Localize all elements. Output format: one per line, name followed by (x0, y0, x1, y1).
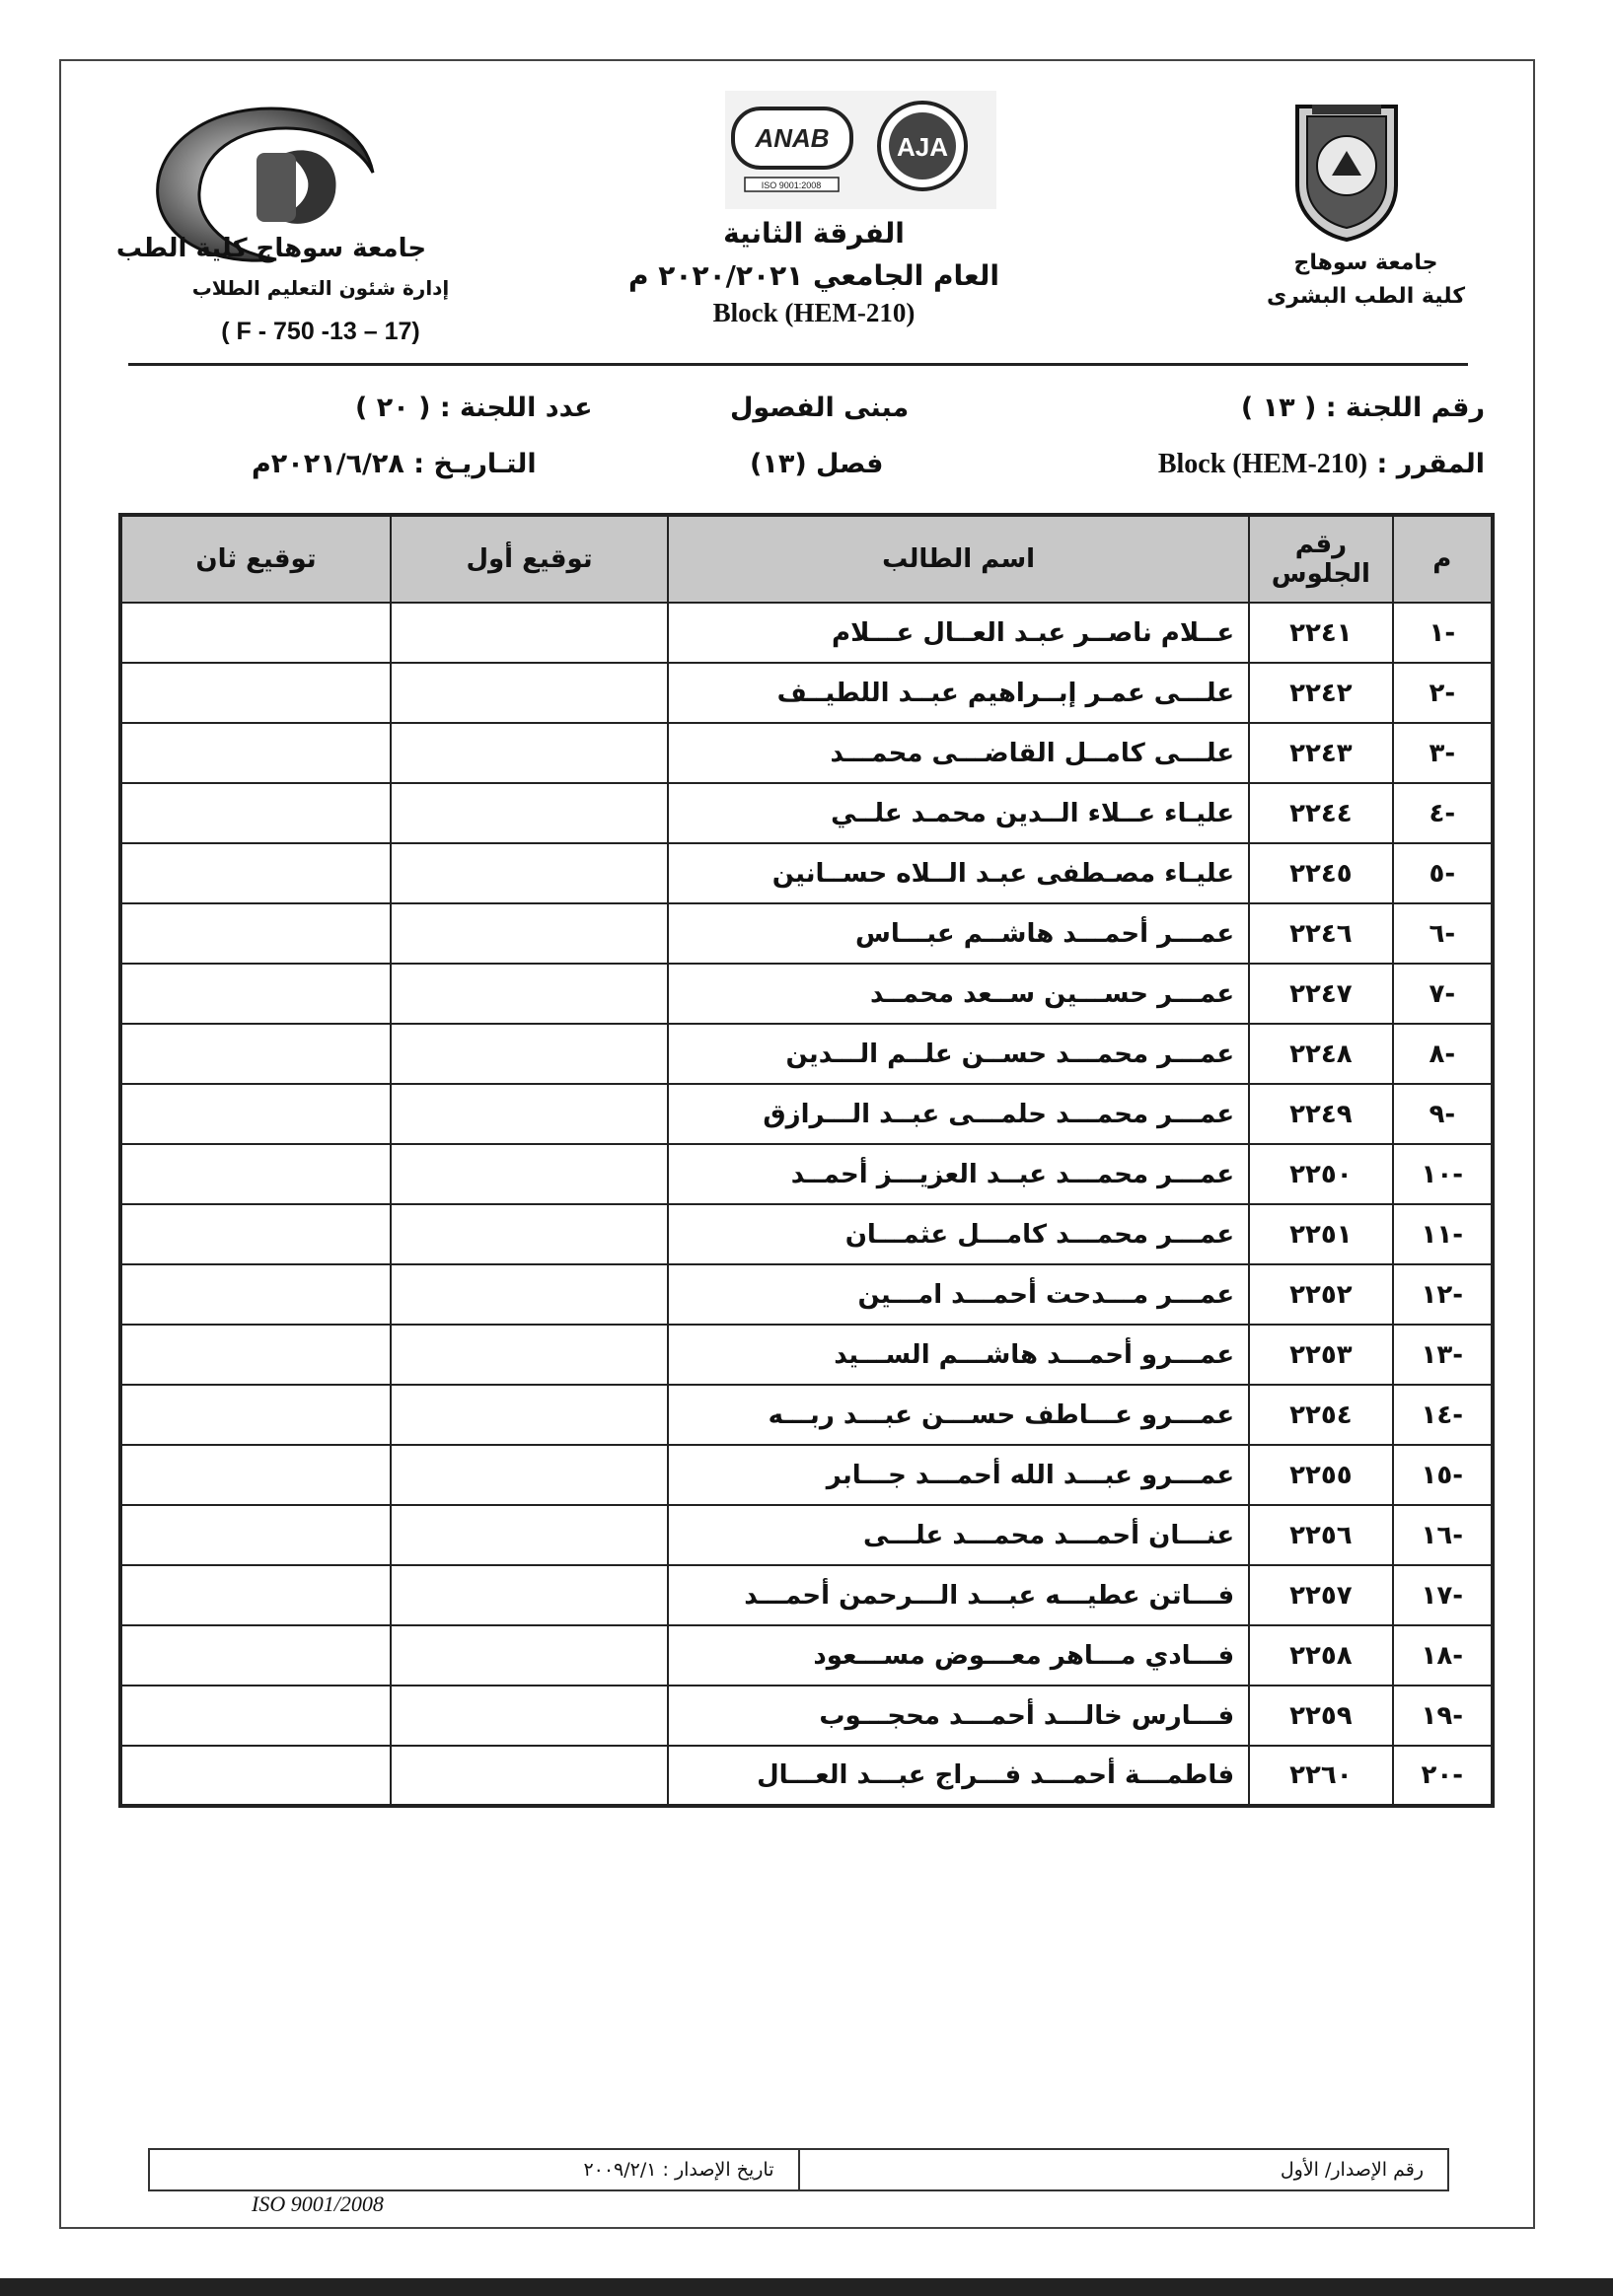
signature-1-cell (391, 1445, 668, 1505)
seat-number: ٢٢٤٦ (1249, 903, 1393, 964)
issue-date: تاريخ الإصدار : ٢٠٠٩/٢/١ (150, 2150, 800, 2189)
course-value: Block (HEM-210) (1157, 449, 1368, 479)
seat-number: ٢٢٤٢ (1249, 663, 1393, 723)
table-row (120, 1565, 1493, 1625)
seat-number: ٢٢٤٣ (1249, 723, 1393, 783)
student-name: فـــاتن عطيـــه عبـــد الـــرحمن أحمـــد (668, 1565, 1249, 1625)
student-name: علـــى عمـر إبــراهيم عبــد اللطيــف (668, 663, 1249, 723)
seat-number: ٢٢٥٤ (1249, 1385, 1393, 1445)
signature-1-cell (391, 723, 668, 783)
signature-2-cell (120, 1204, 391, 1264)
signature-2-cell (120, 843, 391, 903)
signature-1-cell (391, 1264, 668, 1325)
seat-number: ٢٢٤١ (1249, 603, 1393, 663)
table-row (120, 1204, 1493, 1264)
committee-count: عدد اللجنة : ( ٢٠ ) (355, 393, 593, 423)
signature-1-cell (391, 1746, 668, 1806)
accreditation-badges (725, 91, 996, 209)
signature-2-cell (120, 1505, 391, 1565)
block-code: Block (HEM-210) (712, 298, 916, 327)
col-sig1-header: توقيع أول (391, 515, 668, 603)
seat-number: ٢٢٥٦ (1249, 1505, 1393, 1565)
signature-1-cell (391, 1385, 668, 1445)
course-label: المقرر : (1376, 449, 1485, 479)
classroom: فصل (١٣) (750, 449, 884, 479)
signature-1-cell (391, 1505, 668, 1565)
institution-name (1267, 247, 1465, 314)
anab-label: ANAB (755, 123, 830, 153)
col-seat-header: رقم الجلوس (1249, 515, 1393, 603)
seat-number: ٢٢٤٧ (1249, 964, 1393, 1024)
signature-1-cell (391, 1686, 668, 1746)
signature-1-cell (391, 603, 668, 663)
table-row (120, 903, 1493, 964)
signature-2-cell (120, 1445, 391, 1505)
signature-1-cell (391, 1565, 668, 1625)
table-row (120, 1144, 1493, 1204)
signature-2-cell (120, 1264, 391, 1325)
signature-2-cell (120, 723, 391, 783)
row-index: -١٤ (1393, 1385, 1493, 1445)
row-index: -٢ (1393, 663, 1493, 723)
signature-1-cell (391, 964, 668, 1024)
table-row (120, 1084, 1493, 1144)
student-name: فـــارس خالـــد أحمـــد محجـــوب (668, 1686, 1249, 1746)
signature-1-cell (391, 843, 668, 903)
signature-2-cell (120, 1625, 391, 1686)
table-row (120, 1445, 1493, 1505)
table-row (120, 1746, 1493, 1806)
student-name: عمـــر حســـين ســعد محمــد (668, 964, 1249, 1024)
row-index: -٨ (1393, 1024, 1493, 1084)
table-row (120, 723, 1493, 783)
signature-1-cell (391, 1084, 668, 1144)
signature-2-cell (120, 964, 391, 1024)
signature-1-cell (391, 1024, 668, 1084)
row-index: -١٣ (1393, 1325, 1493, 1385)
year-level: الفرقة الثانية (723, 217, 905, 250)
row-index: -١٠ (1393, 1144, 1493, 1204)
signature-1-cell (391, 663, 668, 723)
students-table (118, 513, 1495, 1808)
row-index: -١٩ (1393, 1686, 1493, 1746)
row-index: -١ (1393, 603, 1493, 663)
row-index: -٤ (1393, 783, 1493, 843)
table-row (120, 1264, 1493, 1325)
student-name: عليـاء عــلاء الــدين محمـد علــي (668, 783, 1249, 843)
signature-2-cell (120, 903, 391, 964)
exam-date: التـاريـخ : ٢٠٢١/٦/٢٨م (252, 449, 537, 479)
row-index: -١١ (1393, 1204, 1493, 1264)
seat-number: ٢٢٥٥ (1249, 1445, 1393, 1505)
anab-sub-label: ISO 9001:2008 (761, 180, 822, 190)
row-index: -٢٠ (1393, 1746, 1493, 1806)
department-block (173, 266, 469, 353)
signature-2-cell (120, 1144, 391, 1204)
student-name: عمـــر محمـــد كامـــل عثمـــان (668, 1204, 1249, 1264)
iso-label: ISO 9001/2008 (252, 2191, 384, 2216)
footer-box (148, 2148, 1449, 2191)
logo-text: جامعة سوهاج كلية الطب (115, 234, 427, 263)
table-row (120, 783, 1493, 843)
seat-number: ٢٢٥٨ (1249, 1625, 1393, 1686)
signature-2-cell (120, 1686, 391, 1746)
form-code: ( F - 750 -13 – 17) (221, 318, 420, 345)
student-name: عــلام ناصــر عبـد العــال عـــلام (668, 603, 1249, 663)
seat-number: ٢٢٦٠ (1249, 1746, 1393, 1806)
table-row (120, 1385, 1493, 1445)
signature-2-cell (120, 1084, 391, 1144)
university-name: جامعة سوهاج (1293, 251, 1438, 275)
col-name-header: اسم الطالب (668, 515, 1249, 603)
aja-label: AJA (896, 132, 949, 162)
col-sig2-header: توقيع ثان (120, 515, 391, 603)
table-row (120, 1024, 1493, 1084)
student-name: عمـــرو عبـــد الله أحمـــد جـــابر (668, 1445, 1249, 1505)
signature-2-cell (120, 1746, 391, 1806)
department-name: إدارة شئون التعليم الطلاب (191, 276, 450, 300)
seat-number: ٢٢٥٠ (1249, 1144, 1393, 1204)
row-index: -١٦ (1393, 1505, 1493, 1565)
row-index: -٩ (1393, 1084, 1493, 1144)
row-index: -٣ (1393, 723, 1493, 783)
table-row (120, 1686, 1493, 1746)
issue-number: رقم الإصدار/ الأول (1280, 2159, 1424, 2181)
student-name: فـــادي مـــاهر معـــوض مســـعود (668, 1625, 1249, 1686)
row-index: -٦ (1393, 903, 1493, 964)
faculty-logo (115, 94, 427, 271)
signature-1-cell (391, 1204, 668, 1264)
signature-1-cell (391, 1144, 668, 1204)
signature-1-cell (391, 1325, 668, 1385)
row-index: -١٢ (1393, 1264, 1493, 1325)
student-name: عمـــرو أحمـــد هاشـــم الســـيد (668, 1325, 1249, 1385)
signature-2-cell (120, 1385, 391, 1445)
table-row (120, 663, 1493, 723)
student-name: علـــى كامــل القاضـــى محمـــد (668, 723, 1249, 783)
seat-number: ٢٢٥٩ (1249, 1686, 1393, 1746)
row-index: -١٧ (1393, 1565, 1493, 1625)
seat-number: ٢٢٤٩ (1249, 1084, 1393, 1144)
signature-1-cell (391, 783, 668, 843)
col-index-header: م (1393, 515, 1493, 603)
student-name: عليـاء مصـطفى عبـد الــلاه حســانين (668, 843, 1249, 903)
table-row (120, 603, 1493, 663)
signature-2-cell (120, 783, 391, 843)
student-name: عمـــر مـــدحت أحمـــد امـــين (668, 1264, 1249, 1325)
seat-number: ٢٢٤٤ (1249, 783, 1393, 843)
seat-number: ٢٢٥٧ (1249, 1565, 1393, 1625)
faculty-name: كلية الطب البشرى (1267, 284, 1465, 309)
seat-number: ٢٢٥٢ (1249, 1264, 1393, 1325)
student-name: عمـــر محمـــد حلمـــى عبــد الـــرازق (668, 1084, 1249, 1144)
course-line (1158, 449, 1485, 480)
table-row (120, 1625, 1493, 1686)
committee-number: رقم اللجنة : ( ١٣ ) (1240, 393, 1485, 423)
signature-2-cell (120, 603, 391, 663)
signature-1-cell (391, 1625, 668, 1686)
table-row (120, 843, 1493, 903)
student-name: عنـــان أحمـــد محمـــد علـــى (668, 1505, 1249, 1565)
row-index: -١٨ (1393, 1625, 1493, 1686)
signature-2-cell (120, 1325, 391, 1385)
signature-2-cell (120, 1565, 391, 1625)
scan-edge (0, 2278, 1613, 2296)
seat-number: ٢٢٥٣ (1249, 1325, 1393, 1385)
seat-number: ٢٢٤٨ (1249, 1024, 1393, 1084)
building-name: مبنى الفصول (730, 393, 910, 423)
student-name: فاطمـــة أحمـــد فـــراج عبـــد العـــال (668, 1746, 1249, 1806)
academic-year: العام الجامعي ٢٠٢٠/٢٠٢١ م (628, 259, 999, 292)
exam-header (592, 217, 1036, 328)
signature-2-cell (120, 1024, 391, 1084)
table-row (120, 964, 1493, 1024)
row-index: -٥ (1393, 843, 1493, 903)
row-index: -٧ (1393, 964, 1493, 1024)
table-row (120, 1325, 1493, 1385)
table-header-row (120, 515, 1493, 603)
student-name: عمـــر أحمـــد هاشــم عبـــاس (668, 903, 1249, 964)
seat-number: ٢٢٥١ (1249, 1204, 1393, 1264)
university-crest (1278, 97, 1416, 245)
row-index: -١٥ (1393, 1445, 1493, 1505)
table-row (120, 1505, 1493, 1565)
student-name: عمـــرو عـــاطف حســـن عبـــد ربـــه (668, 1385, 1249, 1445)
student-name: عمـــر محمـــد عبــد العزيـــز أحمــد (668, 1144, 1249, 1204)
seat-number: ٢٢٤٥ (1249, 843, 1393, 903)
signature-2-cell (120, 663, 391, 723)
student-name: عمـــر محمـــد حســن علــم الـــدين (668, 1024, 1249, 1084)
signature-1-cell (391, 903, 668, 964)
header-divider (128, 363, 1468, 366)
